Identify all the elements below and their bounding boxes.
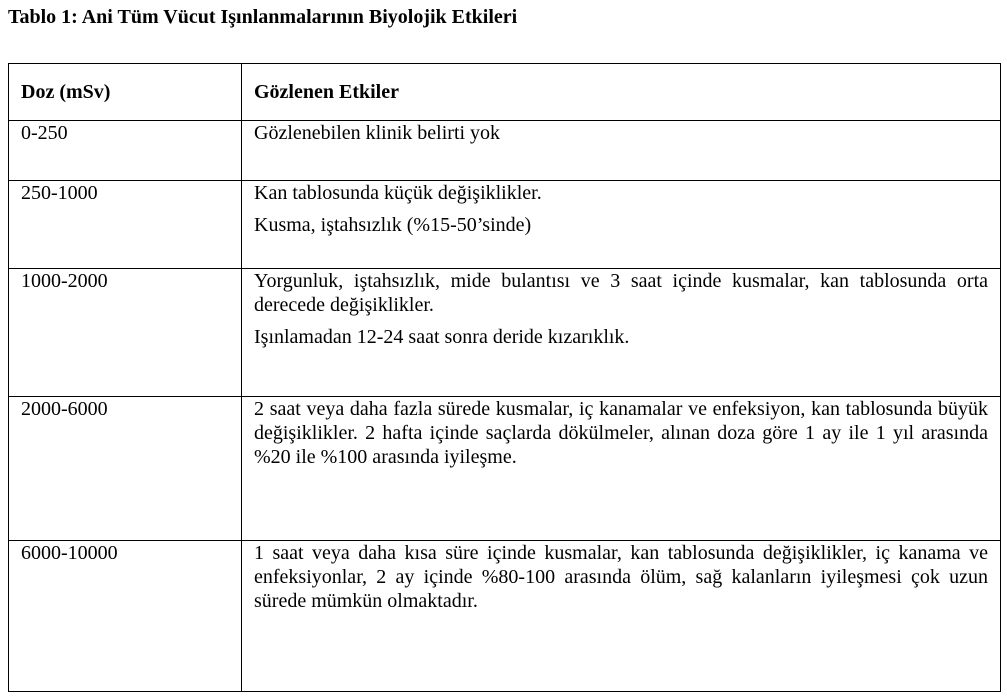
effects-cell <box>242 181 1001 269</box>
effects-cell <box>242 269 1001 397</box>
table-row <box>9 121 1001 181</box>
effect-text: Işınlamadan 12-24 saat sonra deride kızarıklık. <box>254 326 630 348</box>
effects-table <box>8 63 1001 692</box>
dose-cell: 2000-6000 <box>9 397 242 541</box>
table-header-row <box>9 64 1001 121</box>
effects-cell <box>242 541 1001 692</box>
effect-text: 2 saat veya daha fazla sürede kusmalar, iç kanamalar ve enfeksiyon, kan tablosunda büyük değişiklikler. 2 hafta içinde saçlarda dökülmeler, alınan doza göre 1 ay ile 1 yıl arasında %20 ile %100 arasında iyileşme. <box>254 398 988 468</box>
effect-text: Kusma, iştahsızlık (%15-50’sinde) <box>254 214 532 236</box>
table-row <box>9 397 1001 541</box>
table-row <box>9 541 1001 692</box>
table-row <box>9 181 1001 269</box>
effect-text: Gözlenebilen klinik belirti yok <box>254 122 501 144</box>
dose-cell: 250-1000 <box>9 181 242 269</box>
table-row <box>9 269 1001 397</box>
effect-text: 1 saat veya daha kısa süre içinde kusmalar, kan tablosunda değişiklikler, iç kanama ve enfeksiyonlar, 2 ay içinde %80-100 arasında ölüm, sağ kalanların iyileşmesi çok uzun sürede mümkün olmaktadır. <box>254 542 988 612</box>
effects-cell <box>242 121 1001 181</box>
column-header-dose: Doz (mSv) <box>9 64 242 121</box>
dose-cell: 1000-2000 <box>9 269 242 397</box>
dose-cell: 6000-10000 <box>9 541 242 692</box>
effect-text: Kan tablosunda küçük değişiklikler. <box>254 182 542 204</box>
table-caption: Tablo 1: Ani Tüm Vücut Işınlanmalarının Biyolojik Etkileri <box>8 6 518 28</box>
column-header-effects: Gözlenen Etkiler <box>242 64 1001 121</box>
effect-text: Yorgunluk, iştahsızlık, mide bulantısı ve 3 saat içinde kusmalar, kan tablosunda orta derecede değişiklikler. <box>254 270 988 316</box>
effects-cell <box>242 397 1001 541</box>
dose-cell: 0-250 <box>9 121 242 181</box>
